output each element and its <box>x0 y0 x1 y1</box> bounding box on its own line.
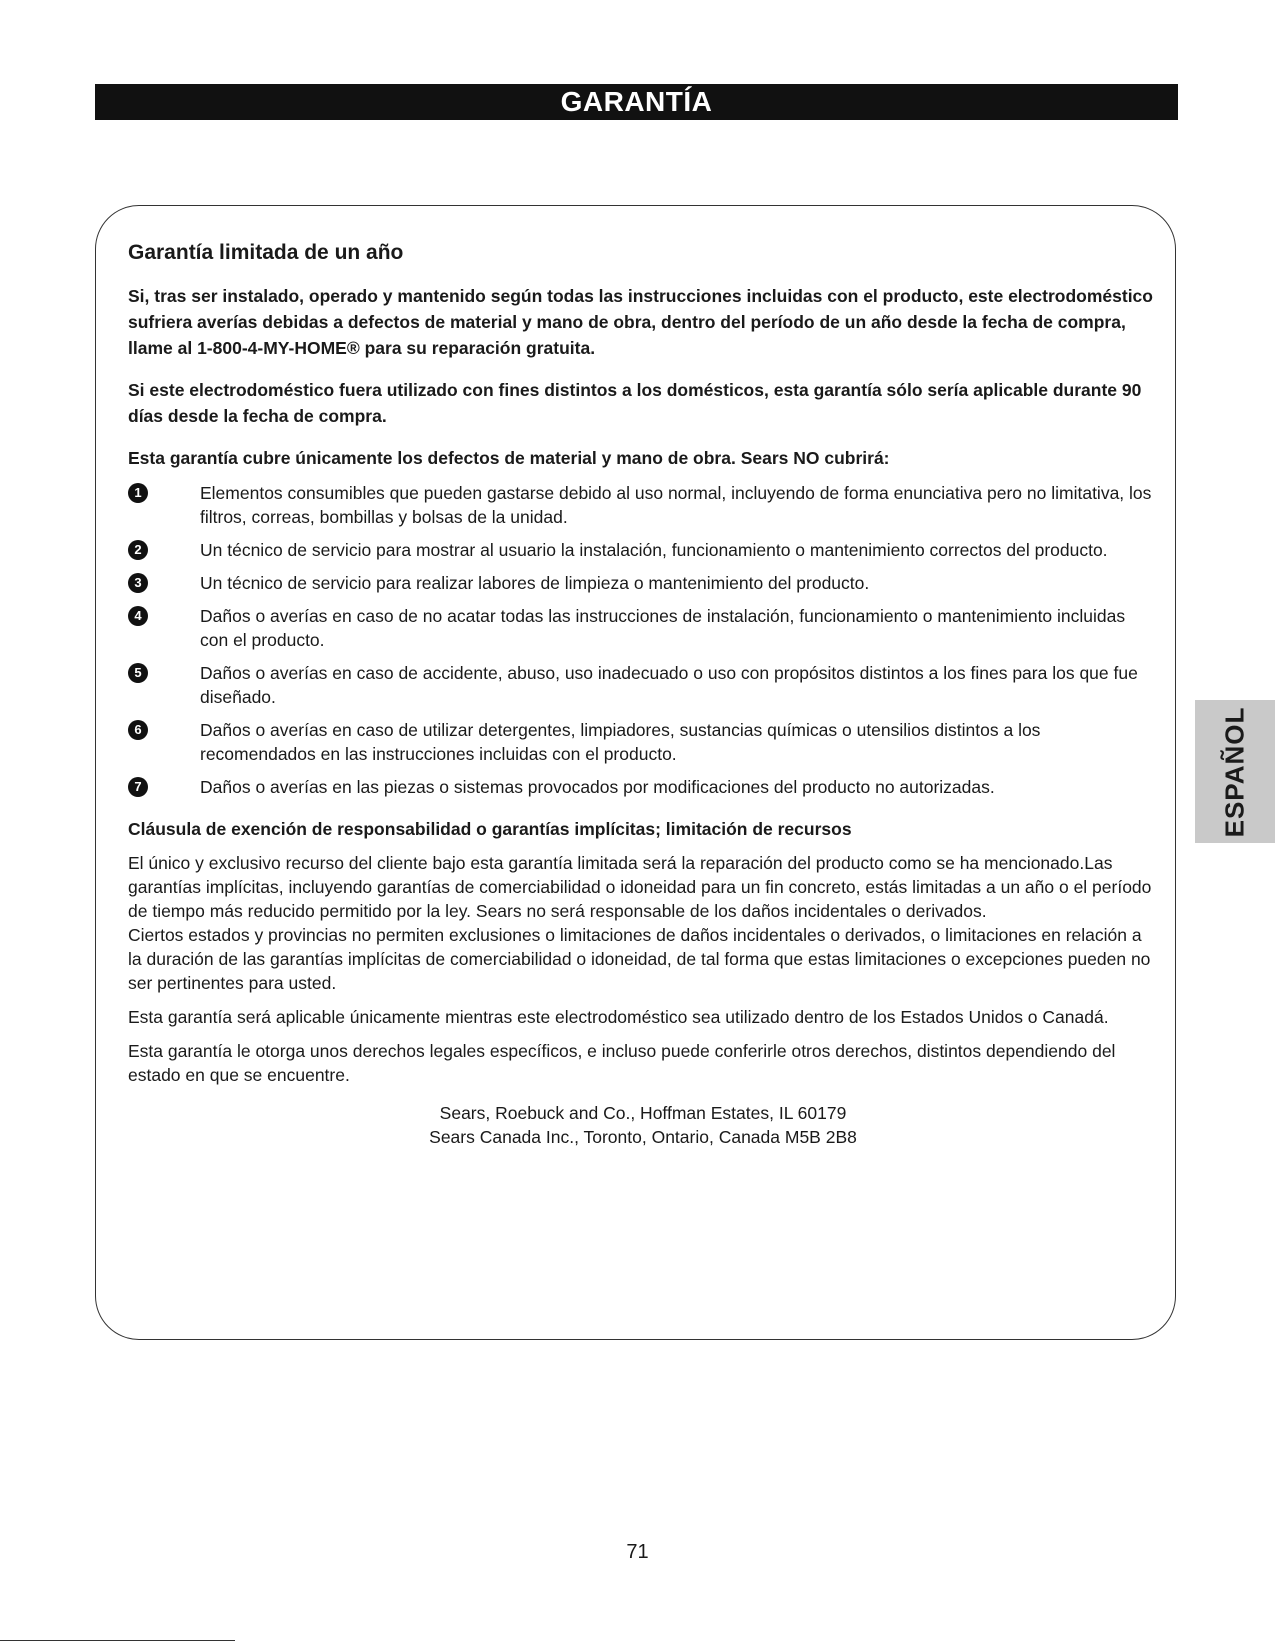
language-tab-label: ESPAÑOL <box>1219 706 1250 837</box>
exclusion-text: Daños o averías en caso de no acatar todas las instrucciones de instalación, funcionamiento o mantenimiento incluidas con el producto. <box>200 606 1126 650</box>
disclaimer-heading: Cláusula de exención de responsabilidad o garantías implícitas; limitación de recursos <box>128 819 852 839</box>
exclusion-text: Un técnico de servicio para mostrar al usuario la instalación, funcionamiento o mantenimiento correctos del producto. <box>200 540 1108 560</box>
number-badge-icon: 4 <box>128 606 148 626</box>
warranty-content <box>128 240 1158 1149</box>
number-badge-icon: 3 <box>128 573 148 593</box>
number-badge-icon: 5 <box>128 663 148 683</box>
disclaimer-paragraph-1: El único y exclusivo recurso del cliente bajo esta garantía limitada será la reparación del producto como se ha mencionado.Las garantías implícitas, incluyendo garantías de comerciabilidad o idoneidad para un fin concreto, estás limitadas a un año o el período de tiempo más reducido permitido por la ley. Sears no será responsable de los daños incidentales o derivados. <box>128 853 1152 921</box>
exclusion-item <box>128 481 1158 529</box>
page-number: 71 <box>626 1541 649 1563</box>
page-title-bar <box>95 84 1178 120</box>
page-title: GARANTÍA <box>560 86 713 117</box>
number-badge-icon: 7 <box>128 777 148 797</box>
number-badge-icon: 2 <box>128 540 148 560</box>
warranty-heading: Garantía limitada de un año <box>128 241 404 264</box>
exclusion-item <box>128 571 1158 595</box>
coverage-lead: Esta garantía cubre únicamente los defectos de material y mano de obra. Sears NO cubrirá: <box>128 448 890 468</box>
number-badge-icon: 6 <box>128 720 148 740</box>
footer-divider <box>0 1640 235 1641</box>
exclusion-item <box>128 775 1158 799</box>
language-tab <box>1195 700 1275 843</box>
non-domestic-clause: Si este electrodoméstico fuera utilizado con fines distintos a los domésticos, esta garantía sólo sería aplicable durante 90 días desde la fecha de compra. <box>128 380 1142 426</box>
number-badge-icon: 1 <box>128 483 148 503</box>
exclusion-text: Daños o averías en caso de accidente, abuso, uso inadecuado o uso con propósitos distintos a los fines para los que fue diseñado. <box>200 663 1138 707</box>
address-canada: Sears Canada Inc., Toronto, Ontario, Canada M5B 2B8 <box>429 1127 857 1147</box>
legal-rights-paragraph: Esta garantía le otorga unos derechos legales específicos, e incluso puede conferirle otros derechos, distintos dependiendo del estado en que se encuentre. <box>128 1041 1116 1085</box>
exclusion-item <box>128 661 1158 709</box>
exclusion-item <box>128 718 1158 766</box>
exclusion-text: Elementos consumibles que pueden gastarse debido al uso normal, incluyendo de forma enunciativa pero no limitativa, los filtros, correas, bombillas y bolsas de la unidad. <box>200 483 1152 527</box>
exclusion-text: Daños o averías en caso de utilizar detergentes, limpiadores, sustancias químicas o utensilios distintos a los recomendados en las instrucciones incluidas con el producto. <box>200 720 1041 764</box>
territory-paragraph: Esta garantía será aplicable únicamente mientras este electrodoméstico sea utilizado dentro de los Estados Unidos o Canadá. <box>128 1007 1109 1027</box>
warranty-intro: Si, tras ser instalado, operado y mantenido según todas las instrucciones incluidas con el producto, este electrodoméstico sufriera averías debidas a defectos de material y mano de obra, dentro del período de un año desde la fecha de compra, llame al 1-800-4-MY-HOME® para su reparación gratuita. <box>128 286 1153 358</box>
exclusion-text: Daños o averías en las piezas o sistemas provocados por modificaciones del producto no autorizadas. <box>200 777 995 797</box>
exclusion-item <box>128 538 1158 562</box>
company-address <box>128 1101 1158 1149</box>
address-us: Sears, Roebuck and Co., Hoffman Estates, IL 60179 <box>439 1103 847 1123</box>
disclaimer-paragraph-2: Ciertos estados y provincias no permiten exclusiones o limitaciones de daños incidentales o derivados, o limitaciones en relación a la duración de las garantías implícitas de comerciabilidad o idoneidad, de tal forma que estas limitaciones o excepciones pueden no ser pertinentes para usted. <box>128 925 1151 993</box>
exclusions-list <box>128 481 1158 799</box>
exclusion-item <box>128 604 1158 652</box>
exclusion-text: Un técnico de servicio para realizar labores de limpieza o mantenimiento del producto. <box>200 573 870 593</box>
